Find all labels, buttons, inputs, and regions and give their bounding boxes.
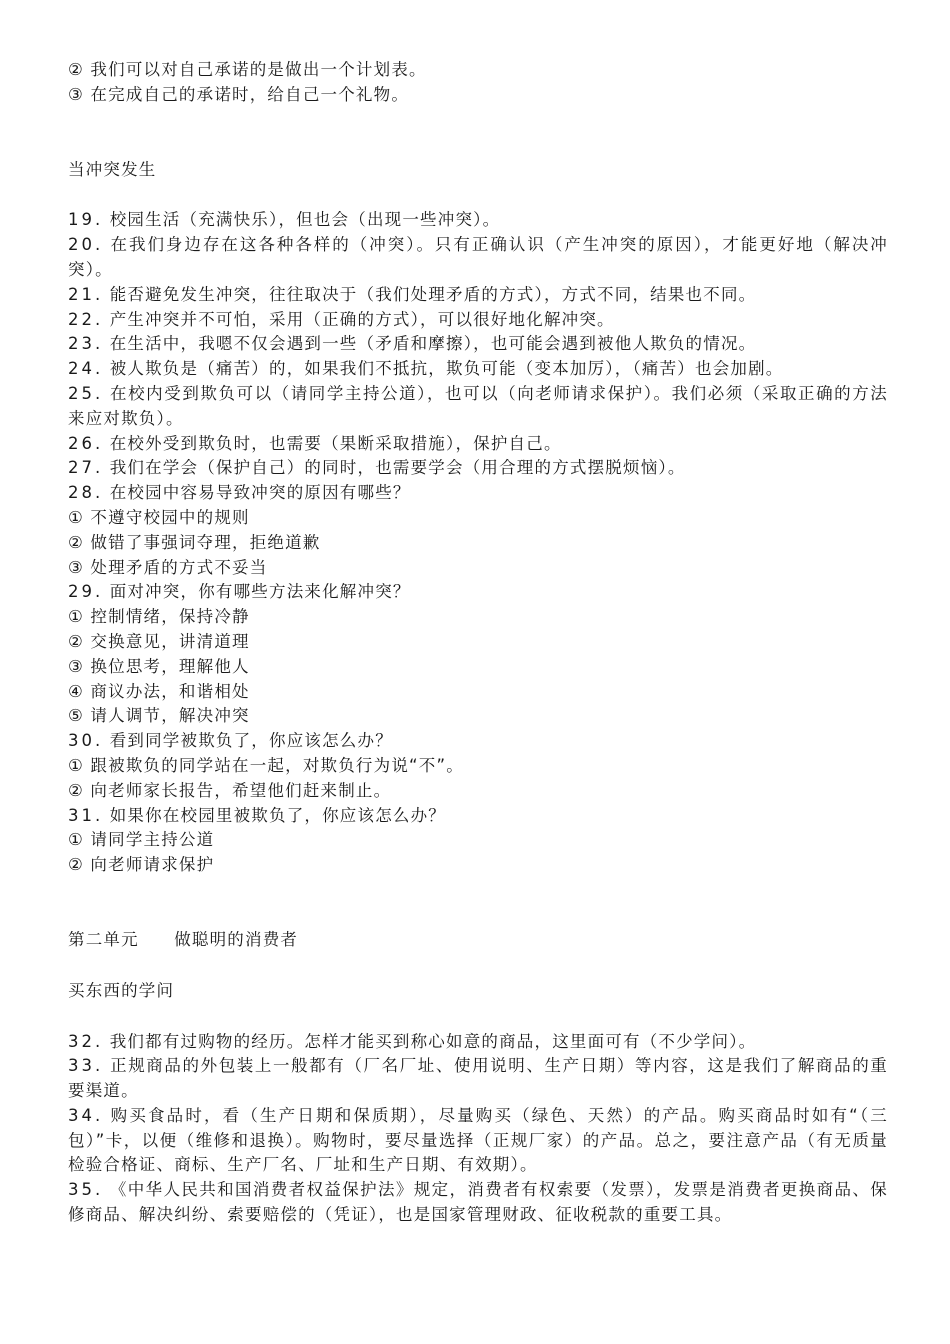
list-item: ② 我们可以对自己承诺的是做出一个计划表。 xyxy=(68,60,427,79)
question-item xyxy=(68,1054,888,1104)
question-item xyxy=(68,1178,888,1228)
question-item xyxy=(68,804,888,829)
list-item: ① 请同学主持公道 xyxy=(68,830,215,850)
item-number: 25. xyxy=(68,383,104,403)
item-text: 我们都有过购物的经历。怎样才能买到称心如意的商品，这里面可有（不少学问）。 xyxy=(103,1031,757,1051)
section-title: 买东西的学问 xyxy=(68,980,175,1000)
list-item: ④ 商议办法，和谐相处 xyxy=(68,681,250,701)
question-item xyxy=(68,456,888,481)
item-text: 校园生活（充满快乐），但也会（出现一些冲突）。 xyxy=(103,210,501,230)
list-item: ② 向老师请求保护 xyxy=(68,855,215,875)
item-text: 在生活中，我嗯不仅会遇到一些（矛盾和摩擦），也可能会遇到被他人欺负的情况。 xyxy=(103,334,757,354)
item-text: 在校外受到欺负时，也需要（果断采取措施），保护自己。 xyxy=(103,433,562,453)
question-item xyxy=(68,481,888,506)
list-item: ② 交换意见，讲清道理 xyxy=(68,631,250,651)
question-item xyxy=(68,357,888,382)
item-number: 21. xyxy=(68,284,104,304)
item-number: 27. xyxy=(68,458,104,478)
item-text: 产生冲突并不可怕，采用（正确的方式），可以很好地化解冲突。 xyxy=(103,309,615,329)
list-item: ② 做错了事强词夺理，拒绝道歉 xyxy=(68,532,321,552)
list-item: ② 向老师家长报告，希望他们赶来制止。 xyxy=(68,780,392,800)
item-text: 如果你在校园里被欺负了，你应该怎么办？ xyxy=(103,805,446,825)
question-item xyxy=(68,208,888,233)
item-text: 能否避免发生冲突，往往取决于（我们处理矛盾的方式），方式不同，结果也不同。 xyxy=(103,284,757,304)
question-item xyxy=(68,432,888,457)
item-number: 35. xyxy=(68,1180,104,1200)
item-number: 26. xyxy=(68,433,104,453)
question-item xyxy=(68,1104,888,1178)
list-item: ③ 处理矛盾的方式不妥当 xyxy=(68,557,268,577)
list-item: ① 控制情绪，保持冷静 xyxy=(68,607,250,627)
section-title: 当冲突发生 xyxy=(68,159,157,179)
list-item: ① 跟被欺负的同学站在一起，对欺负行为说“不”。 xyxy=(68,755,464,775)
item-text: 《中华人民共和国消费者权益保护法》规定，消费者有权索要（发票），发票是消费者更换商品、保修商品、解决纠纷、索要赔偿的（凭证），也是国家管理财政、征收税款的重要工具。 xyxy=(68,1180,888,1225)
item-number: 28. xyxy=(68,483,104,503)
item-number: 33. xyxy=(68,1056,104,1076)
document-page xyxy=(68,58,888,1228)
unit-title: 第二单元 做聪明的消费者 xyxy=(68,929,299,949)
item-number: 30. xyxy=(68,731,104,751)
list-item: ③ 在完成自己的承诺时，给自己一个礼物。 xyxy=(68,84,410,104)
item-number: 20. xyxy=(68,235,104,255)
list-item: ① 不遵守校园中的规则 xyxy=(68,507,250,527)
item-text: 在校内受到欺负可以（请同学主持公道），也可以（向老师请求保护）。我们必须（采取正确的方法来应对欺负）。 xyxy=(68,383,888,428)
question-item xyxy=(68,233,888,283)
question-item xyxy=(68,308,888,333)
item-number: 31. xyxy=(68,805,104,825)
item-text: 正规商品的外包装上一般都有（厂名厂址、使用说明、生产日期）等内容，这是我们了解商品的重要渠道。 xyxy=(68,1056,888,1101)
question-item xyxy=(68,382,888,432)
item-number: 22. xyxy=(68,309,104,329)
item-number: 24. xyxy=(68,359,104,379)
question-item xyxy=(68,729,888,754)
question-item xyxy=(68,283,888,308)
question-item xyxy=(68,580,888,605)
item-text: 在校园中容易导致冲突的原因有哪些？ xyxy=(103,483,411,503)
item-text: 看到同学被欺负了，你应该怎么办？ xyxy=(103,731,393,751)
item-text: 在我们身边存在这各种各样的（冲突）。只有正确认识（产生冲突的原因），才能更好地（解决冲突）。 xyxy=(68,235,888,279)
item-text: 被人欺负是（痛苦）的，如果我们不抵抗，欺负可能（变本加厉），（痛苦）也会加剧。 xyxy=(103,359,784,379)
item-text: 我们在学会（保护自己）的同时，也需要学会（用合理的方式摆脱烦恼）。 xyxy=(103,458,686,478)
item-number: 29. xyxy=(68,582,104,602)
item-number: 23. xyxy=(68,334,104,354)
list-item: ⑤ 请人调节，解决冲突 xyxy=(68,706,250,726)
item-number: 19. xyxy=(68,210,104,230)
item-text: 面对冲突，你有哪些方法来化解冲突？ xyxy=(103,582,411,602)
question-item xyxy=(68,1030,888,1055)
item-text: 购买食品时，看（生产日期和保质期），尽量购买（绿色、天然）的产品。购买商品时如有“（三包）”卡，以便（维修和退换）。购物时，要尽量选择（正规厂家）的产品。总之，要注意产品（有无质量检验合格证、商标、生产厂名、厂址和生产日期、有效期）。 xyxy=(68,1105,888,1175)
question-item xyxy=(68,332,888,357)
item-number: 32. xyxy=(68,1031,104,1051)
item-number: 34. xyxy=(68,1105,104,1125)
list-item: ③ 换位思考，理解他人 xyxy=(68,656,250,676)
